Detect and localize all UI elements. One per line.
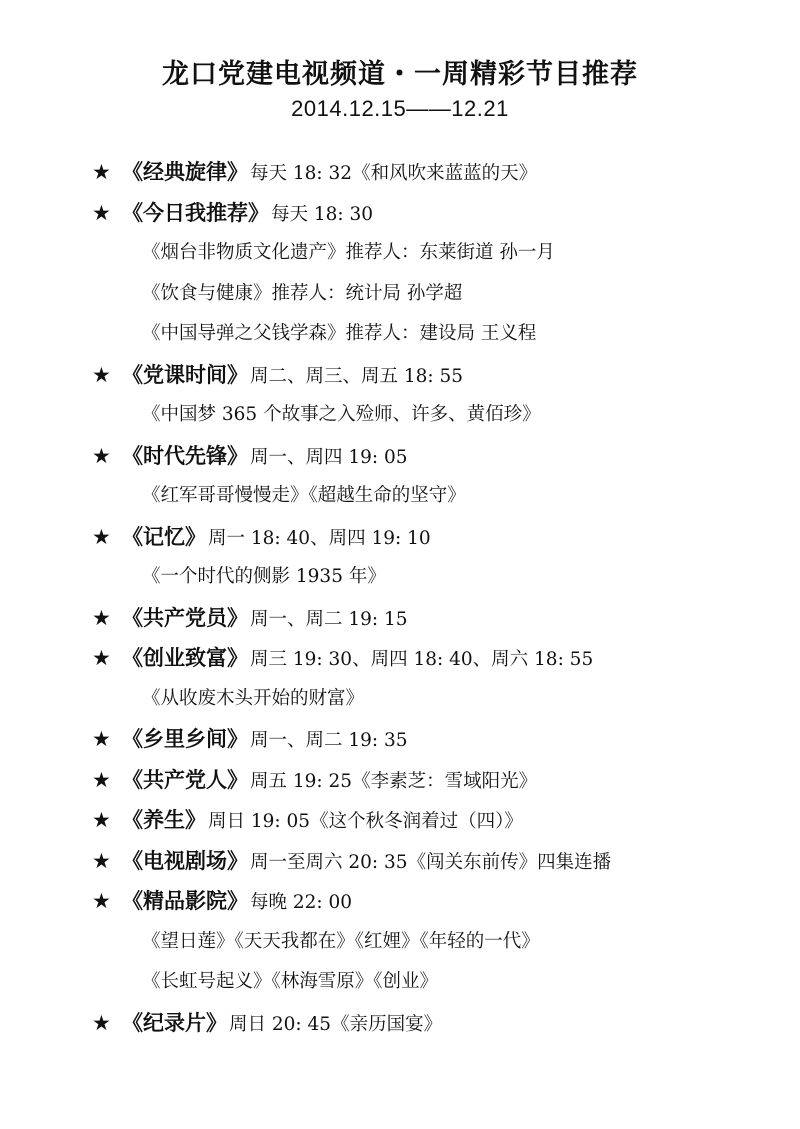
star-icon: ★ xyxy=(92,160,111,184)
star-icon: ★ xyxy=(92,889,111,913)
program-detail: 《饮食与健康》推荐人：统计局 孙学超 xyxy=(142,282,463,304)
program-name: 《养生》 xyxy=(122,807,206,832)
program-item xyxy=(92,436,772,477)
star-icon: ★ xyxy=(92,808,111,832)
program-detail: 《烟台非物质文化遗产》推荐人：东莱街道 孙一月 xyxy=(142,242,555,263)
program-schedule: 周二、周三、周五 18: 55 xyxy=(250,365,464,387)
star-icon: ★ xyxy=(92,767,111,792)
program-name: 《时代先锋》 xyxy=(122,442,248,468)
program-name: 《党课时间》 xyxy=(122,361,248,387)
date-range: 2014.12.15——12.21 xyxy=(291,96,509,121)
program-schedule: 每天 18: 30 xyxy=(271,203,374,225)
program-schedule: 周三 19: 30、周四 18: 40、周六 18: 55 xyxy=(250,649,594,670)
program-item xyxy=(92,638,772,679)
program-item xyxy=(92,881,772,922)
program-item xyxy=(92,355,772,396)
program-detail: 《中国梦 365 个故事之入殓师、许多、黄佰珍》 xyxy=(142,404,541,425)
program-name: 《记忆》 xyxy=(122,523,206,549)
program-item xyxy=(92,1003,772,1044)
star-icon: ★ xyxy=(92,646,111,670)
program-item xyxy=(92,719,772,760)
program-detail: 《红军哥哥慢慢走》《超越生命的坚守》 xyxy=(142,485,466,506)
program-schedule: 周一至周六 20: 35《闯关东前传》四集连播 xyxy=(250,851,612,873)
program-item xyxy=(92,598,772,639)
program-name: 《经典旋律》 xyxy=(122,159,248,184)
program-schedule: 周五 19: 25《李素芝：雪域阳光》 xyxy=(250,770,538,792)
star-icon: ★ xyxy=(92,848,111,873)
program-item xyxy=(92,800,772,841)
star-icon: ★ xyxy=(92,443,111,468)
program-schedule: 每晚 22: 00 xyxy=(250,892,353,913)
program-item xyxy=(92,152,772,193)
program-name: 《共产党人》 xyxy=(122,766,248,792)
star-icon: ★ xyxy=(92,727,111,751)
program-schedule: 周一、周二 19: 35 xyxy=(250,730,408,751)
program-item xyxy=(92,517,772,558)
program-item xyxy=(92,760,772,801)
program-detail: 《从收废木头开始的财富》 xyxy=(142,687,365,709)
star-icon: ★ xyxy=(92,524,111,549)
star-icon: ★ xyxy=(92,362,111,387)
program-name: 《创业致富》 xyxy=(122,645,248,670)
program-list xyxy=(92,152,772,1043)
program-name: 《精品影院》 xyxy=(122,888,248,913)
program-name: 《电视剧场》 xyxy=(122,847,248,873)
program-detail: 《长虹号起义》《林海雪原》《创业》 xyxy=(142,971,439,992)
program-schedule: 每天 18: 32《和风吹来蓝蓝的天》 xyxy=(250,163,538,184)
program-detail: 《一个时代的侧影 1935 年》 xyxy=(142,566,386,587)
program-name: 《纪录片》 xyxy=(122,1009,227,1035)
star-icon: ★ xyxy=(92,605,111,630)
program-name: 《今日我推荐》 xyxy=(122,199,269,225)
program-detail: 《望日莲》《天天我都在》《红娌》《年轻的一代》 xyxy=(142,930,540,952)
program-schedule: 周一 18: 40、周四 19: 10 xyxy=(208,527,431,549)
program-item xyxy=(92,841,772,882)
program-name: 《共产党员》 xyxy=(122,604,248,630)
program-name: 《乡里乡间》 xyxy=(122,726,248,751)
program-schedule: 周一、周二 19: 15 xyxy=(250,608,408,630)
star-icon: ★ xyxy=(92,1010,111,1035)
star-icon: ★ xyxy=(92,200,111,225)
program-schedule: 周一、周四 19: 05 xyxy=(250,446,408,468)
page-title: 龙口党建电视频道・一周精彩节目推荐 xyxy=(162,59,638,90)
program-schedule: 周日 20: 45《亲历国宴》 xyxy=(229,1013,443,1035)
program-detail: 《中国导弹之父钱学森》推荐人：建设局 王义程 xyxy=(142,323,537,344)
program-schedule: 周日 19: 05《这个秋冬润着过（四）》 xyxy=(208,811,523,832)
program-item xyxy=(92,193,772,234)
